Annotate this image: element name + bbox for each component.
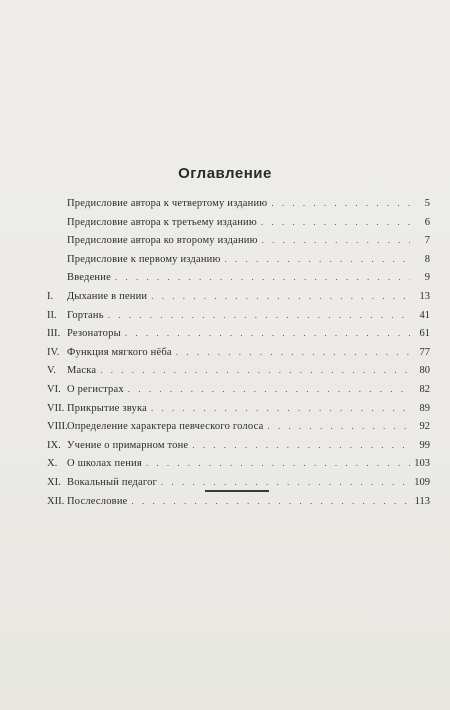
chapter-number: XI.: [47, 476, 61, 488]
toc-entry: [47, 399, 430, 418]
page-number: 92: [419, 421, 430, 433]
chapter-title: О школах пения: [67, 458, 142, 470]
chapter-title: Предисловие автора к четвертому изданию: [67, 198, 268, 209]
dot-leader: [100, 361, 410, 380]
toc-entry: [47, 287, 430, 306]
page-title: Оглавление: [178, 165, 272, 182]
page-number: 80: [419, 365, 430, 377]
dot-leader: [261, 213, 410, 232]
dot-leader: [271, 194, 410, 213]
dot-leader: [132, 492, 410, 511]
chapter-title: Введение: [67, 272, 111, 284]
toc-entry: [47, 473, 430, 492]
page-number: 77: [419, 346, 430, 358]
chapter-number: X.: [47, 458, 58, 470]
dot-leader: [115, 268, 410, 287]
page-number: 8: [424, 253, 430, 265]
chapter-title: Вокальный педагог: [67, 476, 158, 488]
page-number: 9: [424, 272, 430, 284]
dot-leader: [267, 417, 410, 436]
chapter-title: Предисловие автора ко второму изданию: [67, 235, 258, 247]
page-number: 6: [424, 216, 430, 228]
toc-entry: [47, 454, 430, 473]
chapter-number: IX.: [47, 439, 61, 451]
dot-leader: [262, 231, 410, 250]
chapter-number: VII.: [47, 402, 65, 414]
toc-entry: [47, 213, 430, 232]
table-of-contents: [47, 194, 430, 510]
toc-entry: [47, 194, 430, 213]
chapter-number: VI.: [47, 383, 61, 395]
dot-leader: [225, 250, 410, 269]
chapter-number: VIII.: [47, 421, 68, 433]
chapter-number: II.: [47, 309, 57, 321]
toc-entry: [47, 324, 430, 343]
page-number: 61: [419, 328, 430, 340]
dot-leader: [176, 343, 410, 362]
page-number: 89: [419, 402, 430, 414]
dot-leader: [125, 324, 410, 343]
chapter-title: О регистрах: [67, 383, 124, 395]
chapter-number: I.: [47, 290, 54, 302]
toc-entry: [47, 343, 430, 362]
chapter-title: Предисловие к первому изданию: [67, 253, 221, 265]
page-number: 103: [414, 458, 430, 470]
chapter-title: Дыхание в пении: [67, 290, 148, 302]
toc-entry: [47, 361, 430, 380]
chapter-title: Учение о примарном тоне: [67, 439, 189, 451]
chapter-title: Послесловие: [67, 495, 128, 507]
section-divider: [205, 490, 269, 492]
page-number: 99: [419, 439, 430, 451]
chapter-title: Прикрытие звука: [67, 402, 147, 414]
chapter-title: Маска: [67, 365, 97, 377]
dot-leader: [146, 454, 410, 473]
dot-leader: [108, 306, 410, 325]
chapter-title: Предисловие автора к третьему изданию: [67, 216, 257, 228]
toc-entry: [47, 417, 430, 436]
chapter-number: XII.: [47, 495, 65, 507]
page-number: 41: [419, 309, 430, 321]
toc-entry: [47, 250, 430, 269]
toc-entry: [47, 380, 430, 399]
dot-leader: [128, 380, 410, 399]
page-number: 7: [424, 235, 430, 247]
page-number: 109: [414, 476, 430, 488]
page-number: 82: [419, 383, 430, 395]
chapter-number: III.: [47, 328, 61, 340]
toc-entry: [47, 268, 430, 287]
page-number: 113: [414, 495, 430, 507]
toc-entry: [47, 436, 430, 455]
dot-leader: [161, 473, 410, 492]
toc-entry: [47, 231, 430, 250]
chapter-title: Гортань: [67, 309, 104, 321]
page-number: 5: [424, 198, 430, 209]
dot-leader: [192, 436, 410, 455]
dot-leader: [151, 399, 410, 418]
dot-leader: [151, 287, 410, 306]
chapter-title: Резонаторы: [67, 328, 121, 340]
toc-entry: [47, 492, 430, 511]
chapter-title: Определение характера певческого голоса: [67, 421, 264, 433]
chapter-number: V.: [47, 365, 56, 377]
toc-entry: [47, 306, 430, 325]
chapter-number: IV.: [47, 346, 60, 358]
chapter-title: Функция мягкого нёба: [67, 346, 172, 358]
page-number: 13: [419, 290, 430, 302]
